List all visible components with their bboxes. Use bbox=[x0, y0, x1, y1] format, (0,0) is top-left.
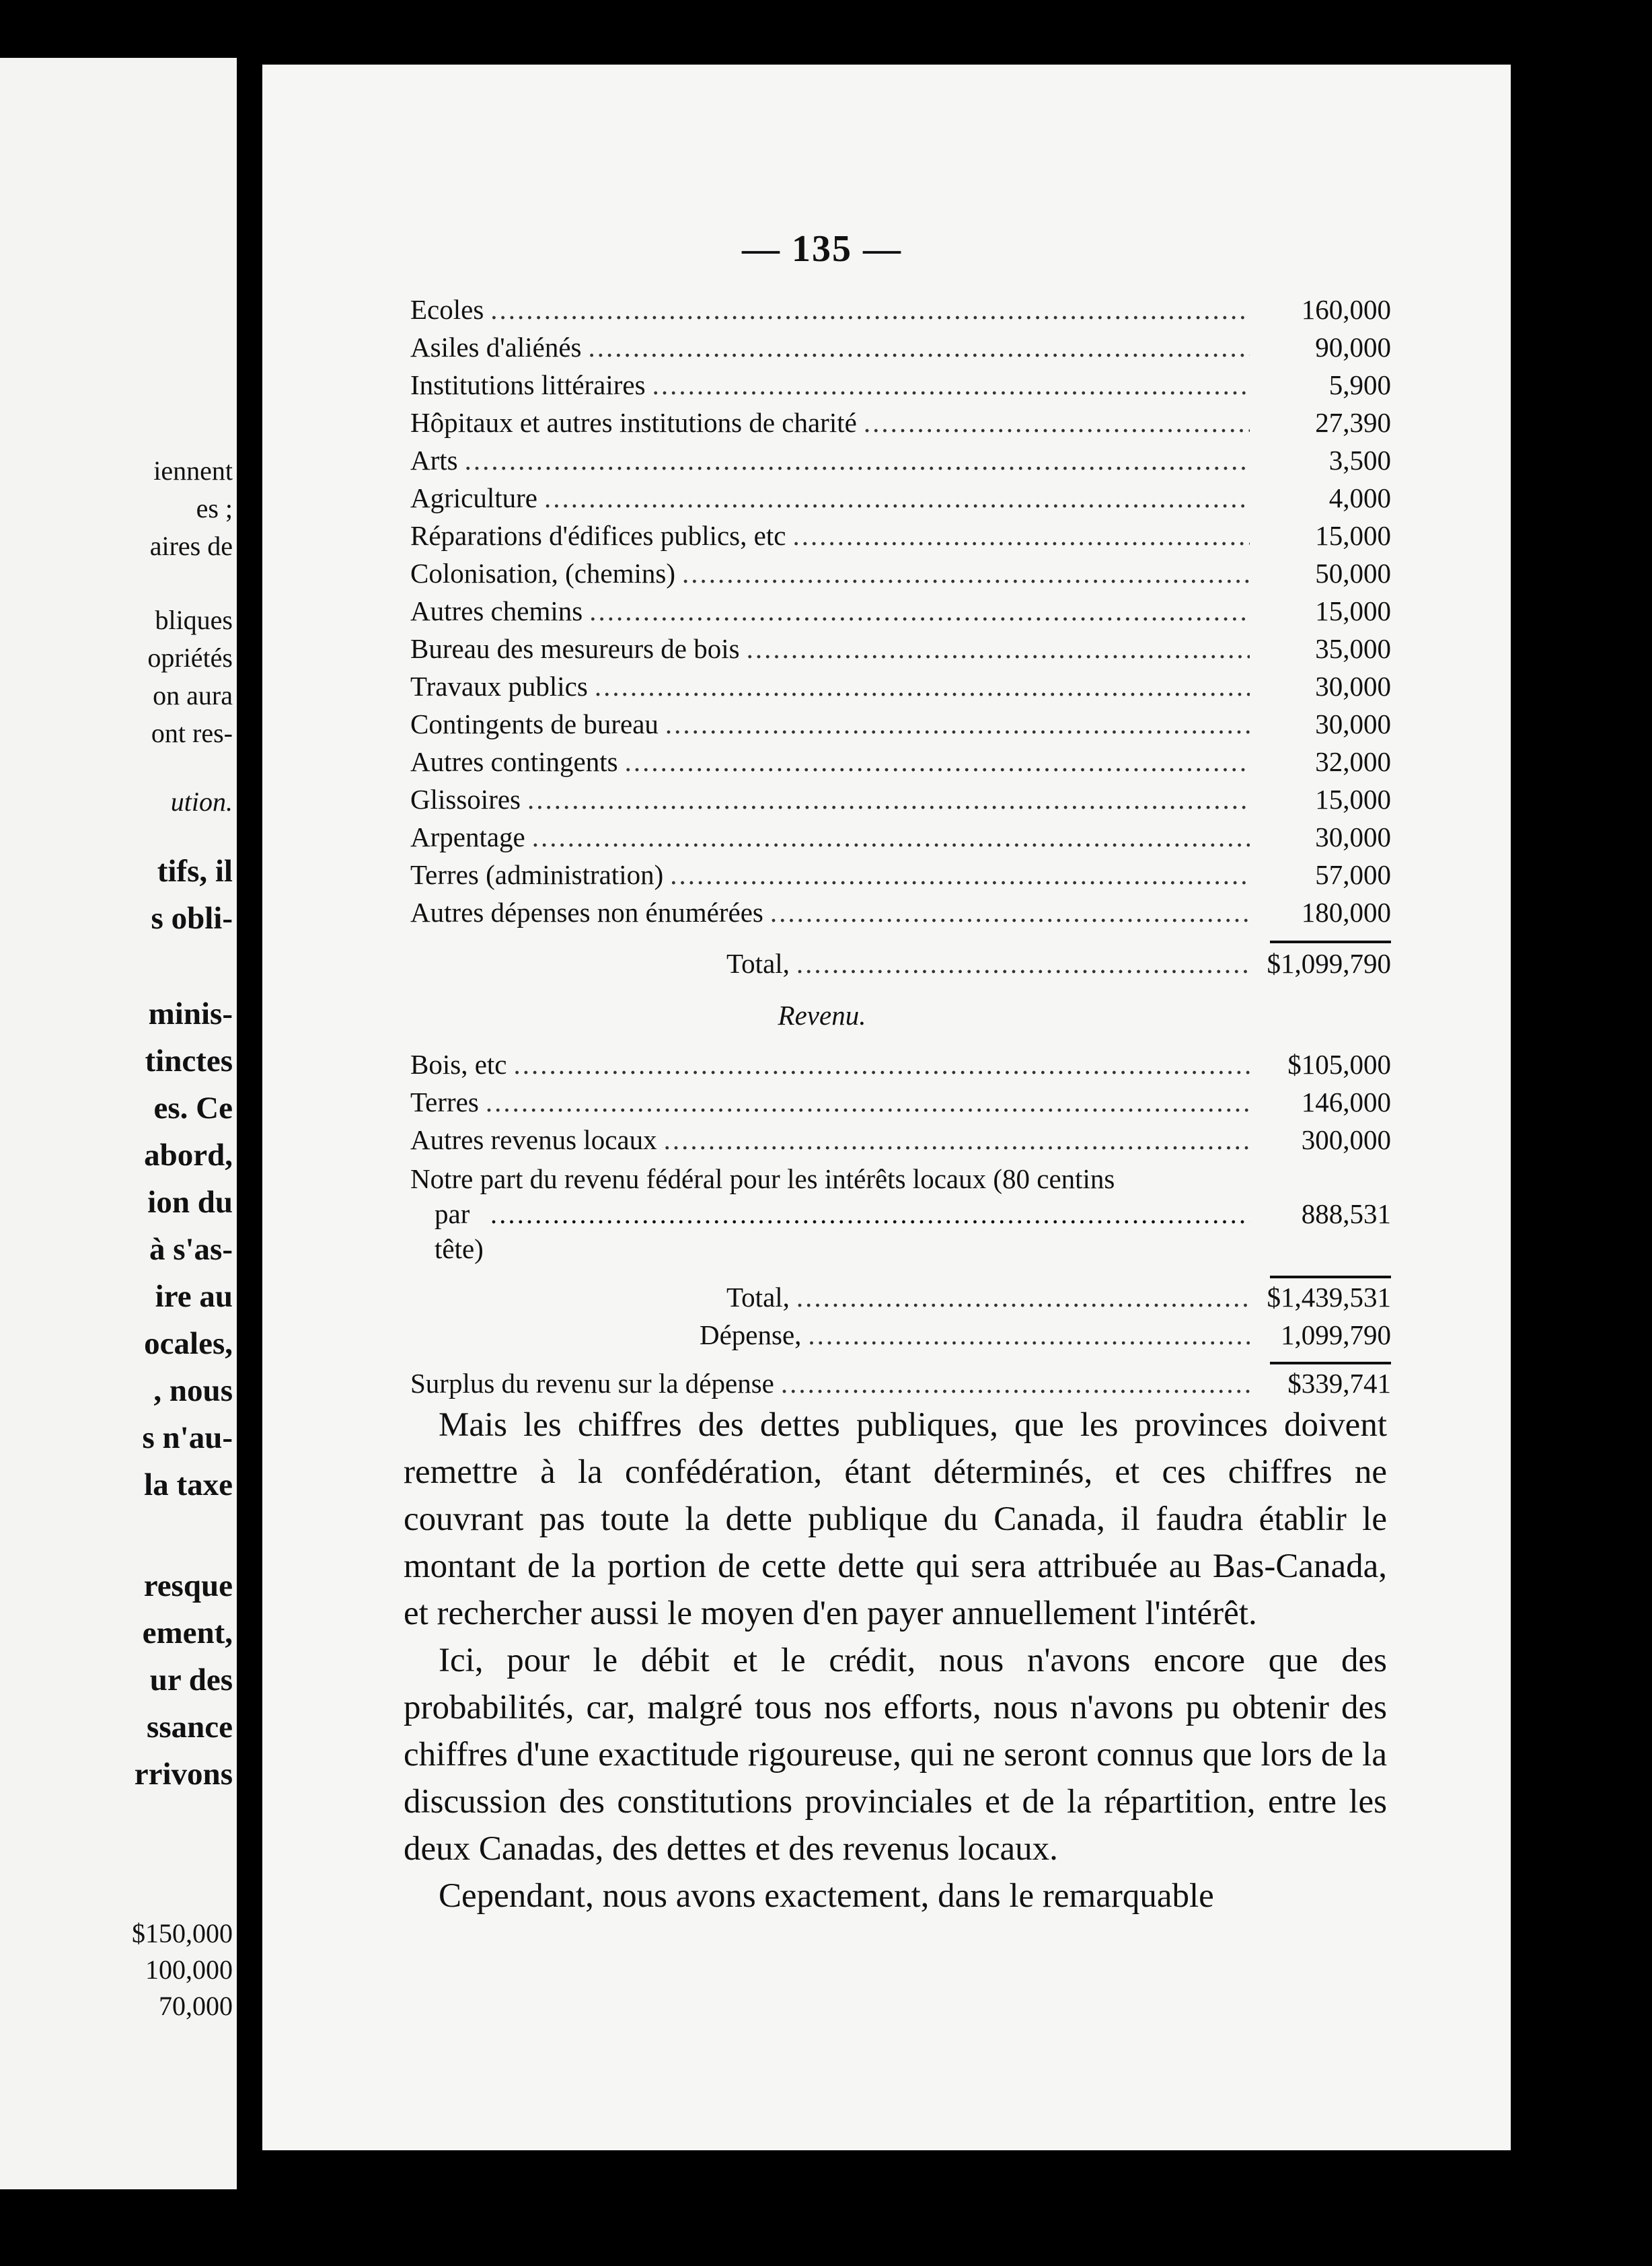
revenue-amount: 300,000 bbox=[1301, 1124, 1391, 1155]
leader-dots bbox=[664, 1124, 1250, 1156]
surplus-amount: $339,741 bbox=[1287, 1368, 1391, 1399]
expense-label: Colonisation, (chemins) bbox=[410, 558, 676, 589]
left-fragment: s obli- bbox=[151, 901, 233, 936]
expense-total-amount: $1,099,790 bbox=[1267, 948, 1391, 979]
expense-total-label: Total, bbox=[726, 948, 790, 979]
leader-dots bbox=[589, 595, 1250, 627]
left-fragment: es. Ce bbox=[153, 1091, 233, 1126]
expense-label: Asiles d'aliénés bbox=[410, 332, 582, 363]
federal-share-label: Notre part du revenu fédéral pour les intérêts locaux (80 centins bbox=[410, 1163, 1115, 1194]
expense-row bbox=[410, 595, 1391, 632]
leader-dots bbox=[665, 708, 1250, 740]
left-fragment: abord, bbox=[144, 1138, 233, 1173]
expense-amount: 57,000 bbox=[1315, 859, 1391, 890]
left-fragment: on aura bbox=[153, 680, 233, 710]
leader-dots bbox=[490, 1196, 1250, 1231]
left-fragment: ion du bbox=[147, 1185, 233, 1220]
revenue-total-row bbox=[410, 1281, 1391, 1319]
revenue-amount: 146,000 bbox=[1301, 1087, 1391, 1118]
expense-amount: 15,000 bbox=[1315, 520, 1391, 551]
total-rule bbox=[1270, 941, 1391, 943]
revenue-label: Autres revenus locaux bbox=[410, 1124, 657, 1155]
left-fragment: ont res- bbox=[151, 718, 233, 748]
expense-amount: 160,000 bbox=[1301, 294, 1391, 325]
book-spine bbox=[237, 0, 262, 2266]
left-fragment: tifs, il bbox=[157, 854, 233, 889]
left-fragment: à s'as- bbox=[149, 1232, 233, 1267]
federal-share-label-cont: par tête) bbox=[435, 1198, 484, 1264]
left-fragment: opriétés bbox=[147, 643, 233, 673]
federal-share-line2 bbox=[410, 1196, 1391, 1266]
leader-dots bbox=[670, 858, 1250, 891]
expense-row bbox=[410, 858, 1391, 896]
left-fragment: resque bbox=[143, 1568, 233, 1603]
revenue-total-amount: $1,439,531 bbox=[1267, 1282, 1391, 1313]
expense-total-row bbox=[410, 947, 1391, 985]
left-fragment: aires de bbox=[149, 531, 233, 561]
leader-dots bbox=[486, 1086, 1250, 1118]
federal-share-row bbox=[410, 1161, 1391, 1266]
expense-amount: 15,000 bbox=[1315, 595, 1391, 626]
leader-dots bbox=[532, 821, 1250, 853]
leader-dots bbox=[808, 1319, 1250, 1351]
leader-dots bbox=[527, 783, 1250, 815]
expense-row bbox=[410, 331, 1391, 369]
left-fragment: ement, bbox=[142, 1615, 233, 1650]
left-fragment: 70,000 bbox=[159, 1991, 233, 2021]
left-page-fragment bbox=[0, 58, 237, 2189]
expense-row bbox=[410, 745, 1391, 783]
expense-row bbox=[410, 519, 1391, 557]
leader-dots bbox=[682, 557, 1250, 589]
expense-amount: 30,000 bbox=[1315, 821, 1391, 852]
leader-dots bbox=[595, 670, 1250, 702]
expense-ledger bbox=[410, 293, 1391, 985]
left-fragment: es ; bbox=[196, 493, 233, 523]
revenue-label: Terres bbox=[410, 1087, 479, 1118]
expense-row bbox=[410, 670, 1391, 708]
federal-share-amount: 888,531 bbox=[1301, 1198, 1391, 1229]
expense-row bbox=[410, 482, 1391, 519]
leader-dots bbox=[625, 745, 1250, 778]
expense-label: Autres contingents bbox=[410, 746, 618, 777]
leader-dots bbox=[864, 406, 1250, 439]
expense-label: Arpentage bbox=[410, 821, 525, 852]
leader-dots bbox=[490, 293, 1250, 326]
expense-row bbox=[410, 444, 1391, 482]
left-fragment: ssance bbox=[147, 1710, 233, 1745]
left-fragment: tinctes bbox=[145, 1044, 233, 1079]
leader-dots bbox=[747, 632, 1250, 665]
expense-label: Ecoles bbox=[410, 294, 484, 325]
leader-dots bbox=[588, 331, 1250, 363]
expense-label: Travaux publics bbox=[410, 671, 588, 702]
body-text bbox=[404, 1401, 1387, 1920]
expense-label: Arts bbox=[410, 445, 458, 476]
left-fragment: la taxe bbox=[144, 1467, 233, 1502]
expense-amount: 27,390 bbox=[1315, 407, 1391, 438]
expense-label: Autres dépenses non énumérées bbox=[410, 897, 763, 928]
expense-row bbox=[410, 783, 1391, 821]
left-fragment: iennent bbox=[153, 455, 233, 486]
expense-label: Glissoires bbox=[410, 784, 521, 815]
surplus-label: Surplus du revenu sur la dépense bbox=[410, 1368, 774, 1399]
leader-dots bbox=[796, 947, 1250, 980]
expense-row bbox=[410, 896, 1391, 934]
depense-amount: 1,099,790 bbox=[1281, 1319, 1391, 1350]
expense-row bbox=[410, 708, 1391, 745]
left-fragment: 100,000 bbox=[145, 1954, 233, 1985]
expense-label: Agriculture bbox=[410, 482, 537, 513]
left-fragment: $150,000 bbox=[132, 1918, 233, 1948]
surplus-row bbox=[410, 1367, 1391, 1405]
expense-amount: 35,000 bbox=[1315, 633, 1391, 664]
total-rule bbox=[1270, 1276, 1391, 1278]
paragraph: Mais les chiffres des dettes publiques, que les provinces doivent remettre à la confédération, étant déterminés, et ces chiffres ne couvrant pas toute la dette publique du Canada, il faudra établir le montant de la portion de cette dette qui sera attribuée au Bas-Canada, et rechercher aussi le moyen d'en payer annuellement l'intérêt. bbox=[404, 1406, 1387, 1632]
expense-label: Réparations d'édifices publics, etc bbox=[410, 520, 786, 551]
leader-dots bbox=[513, 1048, 1250, 1081]
left-fragment: ire au bbox=[155, 1279, 233, 1314]
leader-dots bbox=[652, 369, 1250, 401]
expense-label: Contingents de bureau bbox=[410, 708, 659, 739]
expense-amount: 4,000 bbox=[1328, 482, 1391, 513]
left-fragment: ution. bbox=[170, 787, 233, 817]
leader-dots bbox=[544, 482, 1250, 514]
paragraph: Ici, pour le débit et le crédit, nous n'avons encore que des probabilités, car, malgré tous nos efforts, nous n'avons pu obtenir des chiffres d'une exactitude rigoureuse, qui ne seront connus que lors de la discussion des constitutions provinciales et de la répartition, entre les deux Canadas, des dettes et des revenus locaux. bbox=[404, 1642, 1387, 1868]
revenue-label: Bois, etc bbox=[410, 1049, 507, 1080]
expense-amount: 3,500 bbox=[1328, 445, 1391, 476]
paragraph: Cependant, nous avons exactement, dans le remarquable bbox=[439, 1877, 1214, 1915]
revenue-heading: Revenu. bbox=[778, 1000, 866, 1031]
expense-label: Bureau des mesureurs de bois bbox=[410, 633, 740, 664]
leader-dots bbox=[781, 1367, 1250, 1399]
left-fragment: , nous bbox=[153, 1373, 233, 1408]
expense-row bbox=[410, 406, 1391, 444]
expense-label: Autres chemins bbox=[410, 595, 583, 626]
expense-amount: 32,000 bbox=[1315, 746, 1391, 777]
leader-dots bbox=[465, 444, 1250, 476]
left-fragment: ocales, bbox=[144, 1326, 233, 1361]
revenue-row bbox=[410, 1086, 1391, 1124]
revenue-row bbox=[410, 1124, 1391, 1161]
depense-row bbox=[410, 1319, 1391, 1356]
revenue-ledger bbox=[410, 1048, 1391, 1405]
expense-row bbox=[410, 369, 1391, 406]
expense-label: Hôpitaux et autres institutions de charité bbox=[410, 407, 857, 438]
page-number: — 135 — bbox=[742, 228, 902, 270]
expense-row bbox=[410, 632, 1391, 670]
expense-label: Institutions littéraires bbox=[410, 369, 646, 400]
expense-amount: 15,000 bbox=[1315, 784, 1391, 815]
expense-amount: 30,000 bbox=[1315, 708, 1391, 739]
expense-row bbox=[410, 821, 1391, 858]
left-fragment: bliques bbox=[155, 605, 233, 635]
leader-dots bbox=[796, 1281, 1250, 1313]
expense-amount: 50,000 bbox=[1315, 558, 1391, 589]
revenue-row bbox=[410, 1048, 1391, 1086]
revenue-total-label: Total, bbox=[726, 1282, 790, 1313]
expense-amount: 90,000 bbox=[1315, 332, 1391, 363]
revenue-amount: $105,000 bbox=[1287, 1049, 1391, 1080]
expense-label: Terres (administration) bbox=[410, 859, 664, 890]
left-fragment: s n'au- bbox=[142, 1420, 233, 1455]
depense-label: Dépense, bbox=[700, 1319, 802, 1350]
left-fragment: rrivons bbox=[134, 1757, 233, 1792]
leader-dots bbox=[792, 519, 1250, 552]
expense-amount: 5,900 bbox=[1328, 369, 1391, 400]
left-fragment: ur des bbox=[149, 1662, 233, 1697]
expense-amount: 30,000 bbox=[1315, 671, 1391, 702]
expense-row bbox=[410, 557, 1391, 595]
left-fragment: minis- bbox=[148, 996, 233, 1031]
expense-row bbox=[410, 293, 1391, 331]
leader-dots bbox=[770, 896, 1250, 928]
total-rule bbox=[1270, 1362, 1391, 1364]
expense-amount: 180,000 bbox=[1301, 897, 1391, 928]
